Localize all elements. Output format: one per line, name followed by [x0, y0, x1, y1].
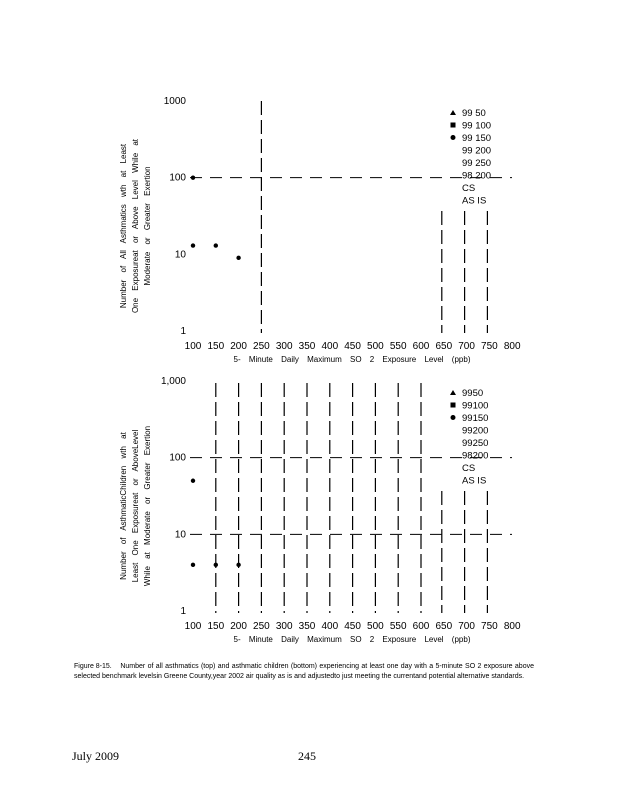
x-tick-label: 600 — [412, 341, 430, 352]
data-point — [191, 243, 195, 247]
x-tick-label: 550 — [389, 621, 407, 632]
x-tick-label: 250 — [253, 621, 270, 632]
x-tick-label: 150 — [207, 341, 225, 352]
x-tick-label: 600 — [412, 621, 430, 632]
legend-entry: 99 200 — [462, 145, 492, 157]
y-axis-label-line: Moderate or Greater Exertion — [143, 166, 152, 286]
x-tick-label: 300 — [275, 341, 293, 352]
data-point — [236, 563, 240, 567]
circle-marker-icon — [451, 135, 456, 140]
legend-entry: 99150 — [462, 413, 489, 424]
circle-marker-icon — [451, 415, 456, 420]
legend-entry: 99 100 — [462, 120, 492, 132]
x-tick-label: 200 — [230, 621, 247, 632]
data-point — [214, 563, 218, 567]
figure-caption-text: Number of all asthmatics (top) and asthmatic children (bottom) experiencing at least one day with a 5-minute SO 2 exposure above selected benchmark levelsin Greene County,year 2002 air quality as is and adjustedto just meeting the currentand potential alternative standards. — [74, 663, 534, 680]
legend-entry: 99 150 — [462, 133, 492, 144]
y-tick-label: 1000 — [163, 96, 186, 107]
legend-entry: 9950 — [462, 388, 484, 399]
data-point — [191, 563, 195, 567]
data-point — [191, 479, 195, 483]
x-tick-label: 250 — [253, 341, 270, 352]
legend-entry: 99200 — [462, 425, 489, 437]
x-tick-label: 650 — [435, 341, 453, 352]
y-tick-label: 10 — [174, 529, 186, 541]
figure-caption — [74, 662, 534, 682]
triangle-marker-icon — [450, 110, 456, 115]
y-axis-label — [119, 426, 152, 586]
x-tick-label: 100 — [184, 341, 202, 352]
y-tick-label: 100 — [169, 172, 186, 184]
legend-entry: CS — [462, 463, 476, 474]
square-marker-icon — [451, 403, 456, 408]
x-tick-label: 350 — [298, 621, 316, 632]
legend-entry: 99250 — [462, 438, 489, 449]
legend-entry: 98 200 — [462, 170, 492, 182]
x-tick-label: 550 — [389, 341, 407, 352]
x-tick-label: 400 — [321, 341, 339, 352]
legend-entry: AS IS — [462, 195, 487, 207]
legend-entry: AS IS — [462, 475, 487, 487]
y-tick-label: 1 — [180, 326, 186, 337]
figure-number: Figure 8-15. — [74, 663, 112, 670]
x-tick-label: 200 — [230, 341, 247, 352]
legend-entry: 99100 — [462, 400, 489, 412]
data-point — [214, 243, 218, 247]
y-axis-label-line: One Exposureat or Above Level While at — [131, 138, 140, 314]
legend-entry: 99 250 — [462, 158, 492, 169]
y-tick-label: 100 — [169, 452, 186, 464]
legend-entry: 99 50 — [462, 108, 486, 119]
y-tick-label: 1 — [180, 606, 186, 617]
x-tick-label: 500 — [367, 341, 384, 352]
square-marker-icon — [451, 123, 456, 128]
x-tick-label: 750 — [481, 341, 498, 352]
triangle-marker-icon — [450, 390, 456, 395]
x-tick-label: 750 — [481, 621, 498, 632]
x-tick-label: 350 — [298, 341, 316, 352]
data-point — [236, 256, 240, 260]
y-axis-label-line: Least One Exposureat or AboveLevel — [131, 429, 140, 583]
x-tick-label: 700 — [458, 341, 475, 352]
x-tick-label: 450 — [344, 621, 361, 632]
y-axis-label-line: Number of All Asthmatics wth at Least — [119, 143, 128, 309]
x-tick-label: 500 — [367, 621, 384, 632]
x-tick-label: 650 — [435, 621, 453, 632]
legend — [450, 108, 491, 207]
x-axis-label: 5- Minute Daily Maximum SO 2 Exposure Level (ppb) — [233, 355, 471, 364]
x-tick-label: 300 — [275, 621, 293, 632]
x-tick-label: 100 — [184, 621, 202, 632]
x-axis-label: 5- Minute Daily Maximum SO 2 Exposure Level (ppb) — [233, 635, 471, 644]
legend-entry: CS — [462, 183, 476, 194]
x-tick-label: 150 — [207, 621, 225, 632]
x-tick-label: 450 — [344, 341, 361, 352]
x-tick-label: 800 — [503, 621, 521, 632]
page-number: 245 — [298, 749, 316, 763]
legend-entry: 98200 — [462, 450, 489, 462]
y-axis-label-line: Number of AsthmaticChildren wth at — [119, 432, 128, 580]
y-tick-label: 10 — [174, 249, 186, 261]
footer-date: July 2009 — [72, 749, 120, 763]
x-tick-label: 700 — [458, 621, 475, 632]
y-axis-label-line: While at Moderate or Greater Exertion — [143, 425, 152, 587]
y-tick-label: 1,000 — [160, 376, 186, 387]
data-point — [191, 175, 195, 179]
chart-panel-top — [119, 96, 521, 364]
x-tick-label: 400 — [321, 621, 339, 632]
legend — [450, 388, 488, 487]
y-axis-label — [119, 138, 152, 313]
x-tick-label: 800 — [503, 341, 521, 352]
chart-panel-bottom — [119, 376, 521, 644]
